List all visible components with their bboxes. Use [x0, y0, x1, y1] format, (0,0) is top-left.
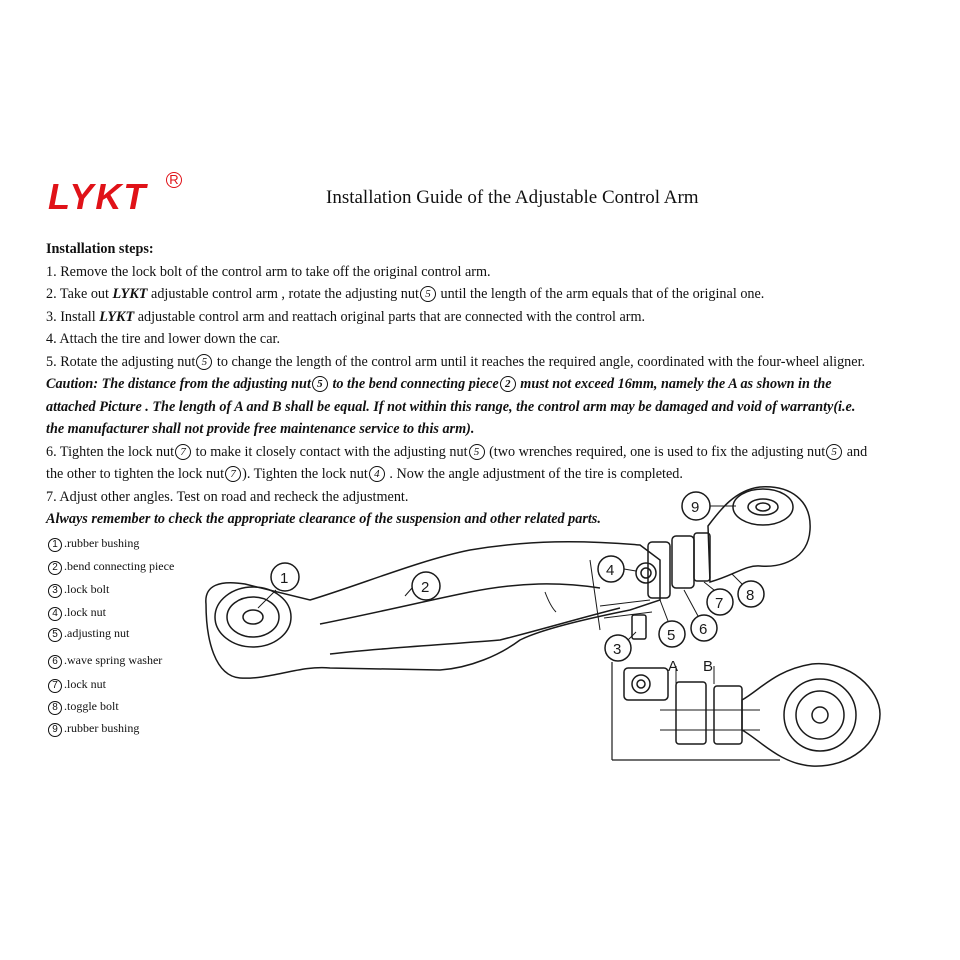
part-number-badge: 5: [826, 444, 842, 460]
step-text: to change the length of the control arm until it reaches the required angle, coordinated with the four-wheel aligner.: [213, 353, 866, 370]
detail-label-b: B: [703, 658, 714, 675]
part-number-badge: 5: [312, 376, 328, 392]
legend-label: .lock nut: [64, 677, 106, 691]
caution-text: must not exceed 16mm, namely the A as shown in the: [516, 376, 832, 392]
callout-9: 9: [691, 499, 700, 516]
page-title: Installation Guide of the Adjustable Control Arm: [326, 187, 699, 208]
detail-inset: [612, 658, 880, 766]
caution-text: to the bend connecting piece: [328, 376, 499, 392]
step-text: 5. Rotate the adjusting nut: [46, 353, 196, 370]
left-bushing: [215, 587, 291, 647]
callout-3: 3: [613, 641, 622, 658]
legend-label: .lock bolt: [64, 582, 110, 596]
legend-label: .bend connecting piece: [64, 559, 175, 573]
callout-5: 5: [667, 627, 676, 644]
step-text: the other to tighten the lock nut: [46, 466, 225, 482]
legend-number: 7: [48, 679, 62, 693]
legend-number: 4: [48, 607, 62, 621]
legend-label: .wave spring washer: [64, 653, 163, 667]
legend-label: .rubber bushing: [64, 536, 140, 550]
part-number-badge: 2: [500, 376, 516, 392]
legend-number: 8: [48, 701, 62, 715]
step-text: until the length of the arm equals that of the original one.: [436, 286, 765, 302]
legend-number: 6: [48, 655, 62, 669]
callout-6: 6: [699, 621, 708, 638]
caution-text: Caution: The distance from the adjusting nut: [46, 376, 311, 392]
step-text: 6. Tighten the lock nut: [46, 443, 175, 460]
step-text: adjustable control arm , rotate the adjusting nut: [147, 286, 419, 302]
part-number-badge: 5: [420, 286, 436, 302]
legend-label: .lock nut: [64, 605, 106, 619]
step-7: 7. Adjust other angles. Test on road and recheck the adjustment.: [46, 488, 409, 505]
right-rod-end: [708, 487, 810, 582]
part-number-badge: 5: [469, 444, 485, 460]
reminder-line: Always remember to check the appropriate clearance of the suspension and other related parts.: [46, 511, 601, 527]
brand-logo: LYKT: [48, 176, 148, 217]
adjuster-stack: [600, 533, 710, 639]
callout-7: 7: [715, 595, 724, 612]
detail-label-a: A: [668, 658, 679, 675]
step-text: ). Tighten the lock nut: [242, 466, 368, 482]
brand-inline: LYKT: [112, 286, 148, 302]
step-text: adjustable control arm and reattach original parts that are connected with the control arm.: [134, 308, 646, 325]
part-number-badge: 4: [369, 466, 385, 482]
legend-number: 1: [48, 538, 62, 552]
legend-number: 2: [48, 561, 62, 575]
brand-inline: LYKT: [99, 308, 135, 325]
callout-4: 4: [606, 562, 615, 579]
part-number-badge: 5: [196, 354, 212, 370]
callout-1: 1: [280, 570, 289, 587]
step-text: and: [843, 443, 868, 460]
step-text: . Now the angle adjustment of the tire is completed.: [385, 466, 683, 482]
callout-8: 8: [746, 587, 755, 604]
step-text: (two wrenches required, one is used to fix the adjusting nut: [485, 443, 826, 460]
step-1: 1. Remove the lock bolt of the control arm to take off the original control arm.: [46, 263, 491, 280]
registered-mark: R: [166, 172, 182, 188]
callout-2: 2: [421, 579, 430, 596]
control-arm-body: [206, 542, 660, 678]
step-text: 2. Take out: [46, 286, 113, 302]
part-number-badge: 7: [225, 466, 241, 482]
caution-line-2: attached Picture . The length of A and B shall be equal. If not within this range, the control arm may be damaged and void of warranty(i.e.: [46, 398, 856, 415]
legend-label: .rubber bushing: [64, 721, 140, 735]
legend-number: 5: [48, 628, 62, 642]
steps-heading: Installation steps:: [46, 241, 154, 257]
legend-number: 3: [48, 584, 62, 598]
part-number-badge: 7: [175, 444, 191, 460]
callouts: [258, 492, 764, 661]
step-text: 3. Install: [46, 308, 100, 325]
legend-label: .adjusting nut: [64, 626, 130, 640]
step-4: 4. Attach the tire and lower down the car.: [46, 331, 281, 347]
caution-line-3: the manufacturer shall not provide free maintenance service to this arm).: [46, 421, 475, 437]
step-text: to make it closely contact with the adjusting nut: [192, 443, 468, 460]
legend-label: .toggle bolt: [64, 699, 119, 713]
legend-number: 9: [48, 723, 62, 737]
